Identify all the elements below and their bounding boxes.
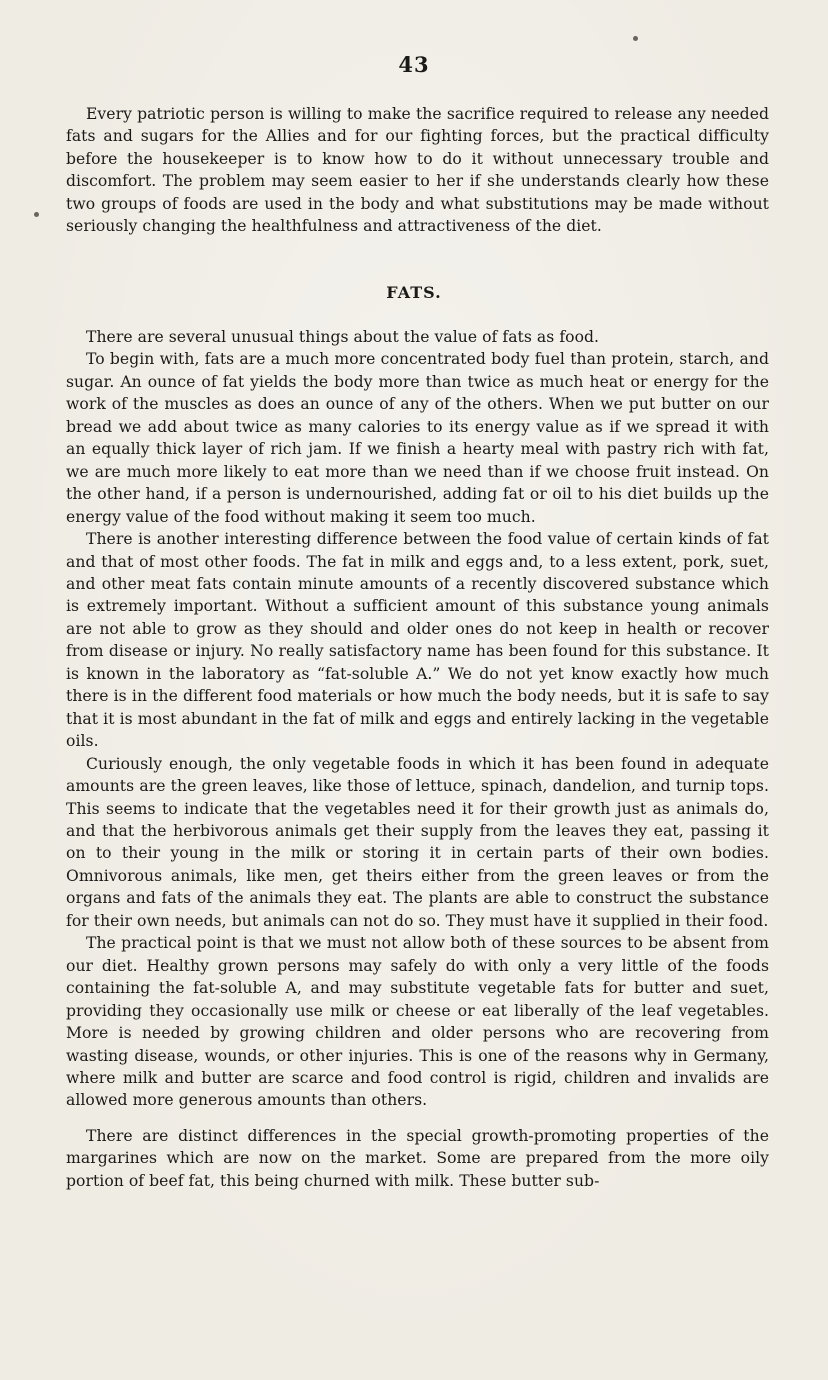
paragraph-practical-point: The practical point is that we must not allow both of these sources to be absent from our diet. Healthy grown persons may safely do with only a very little of the foods containing the fat-soluble A, and may substitute vegetable fats for butter and suet, providing they occasionally use milk or cheese or eat liberally of the leaf vegetables. More is needed by growing children and older persons who are recovering from wasting disease, wounds, or other injuries. This is one of the reasons why in Germany, where milk and butter are scarce and food control is rigid, children and invalids are allowed more generous amounts than others. bbox=[66, 934, 769, 1110]
paragraph-fat-soluble-a: There is another interesting difference between the food value of certain kinds of fat and that of most other foods. The fat in milk and eggs and, to a less extent, pork, suet, and other meat fats contain minute amounts of a recently discovered substance which is extremely important. Without a sufficient amount of this substance young animals are not able to grow as they should and older ones do not keep in health or recover from disease or injury. No really satisfactory name has been found for this substance. It is known in the laboratory as “fat-soluble A.” We do not yet know exactly how much there is in the different food materials or how much the body needs, but it is safe to say that it is most abundant in the fat of milk and eggs and entirely lacking in the vegetable oils. bbox=[66, 530, 769, 751]
paper-speck bbox=[633, 36, 638, 41]
page-number: 43 bbox=[398, 52, 430, 77]
paragraph-fats-intro: There are several unusual things about the value of fats as food. bbox=[86, 328, 600, 346]
section-heading: FATS. bbox=[386, 283, 442, 302]
paragraph-green-leaves: Curiously enough, the only vegetable foods in which it has been found in adequate amounts are the green leaves, like those of lettuce, spinach, dandelion, and turnip tops. This seems to indicate that the vegetables need it for their growth just as animals do, and that the herbivorous animals get their supply from the leaves they eat, passing it on to their young in the milk or storing it in certain parts of their own bodies. Omnivorous animals, like men, get theirs either from the green leaves or from the organs and fats of the animals they eat. The plants are able to construct the substance for their own needs, but animals can not do so. They must have it supplied in their food. bbox=[66, 754, 769, 930]
body-block bbox=[66, 326, 769, 1192]
paragraph-concentrated-fuel: To begin with, fats are a much more concentrated body fuel than protein, starch, and sugar. An ounce of fat yields the body more than twice as much heat or energy for the work of the muscles as does an ounce of any of the others. When we put butter on our bread we add about twice as many calories to its energy value as if we spread it with an equally thick layer of rich jam. If we finish a hearty meal with pastry rich with fat, we are much more likely to eat more than we need than if we choose fruit instead. On the other hand, if a person is undernourished, adding fat or oil to his diet builds up the energy value of the food without making it seem too much. bbox=[66, 350, 769, 526]
paragraph-margarines: There are distinct differences in the special growth-promoting properties of the margarines which are now on the market. Some are prepared from the more oily portion of beef fat, this being churned with milk. These butter sub- bbox=[66, 1126, 769, 1190]
intro-block bbox=[66, 103, 769, 238]
paper-speck bbox=[34, 212, 39, 217]
intro-paragraph: Every patriotic person is willing to make the sacrifice required to release any needed fats and sugars for the Allies and for our fighting forces, but the practical difficulty before the housekeeper is to know how to do it without unnecessary trouble and discomfort. The problem may seem easier to her if she understands clearly how these two groups of foods are used in the body and what substitutions may be made without seriously changing the healthfulness and attractiveness of the diet. bbox=[66, 105, 769, 236]
